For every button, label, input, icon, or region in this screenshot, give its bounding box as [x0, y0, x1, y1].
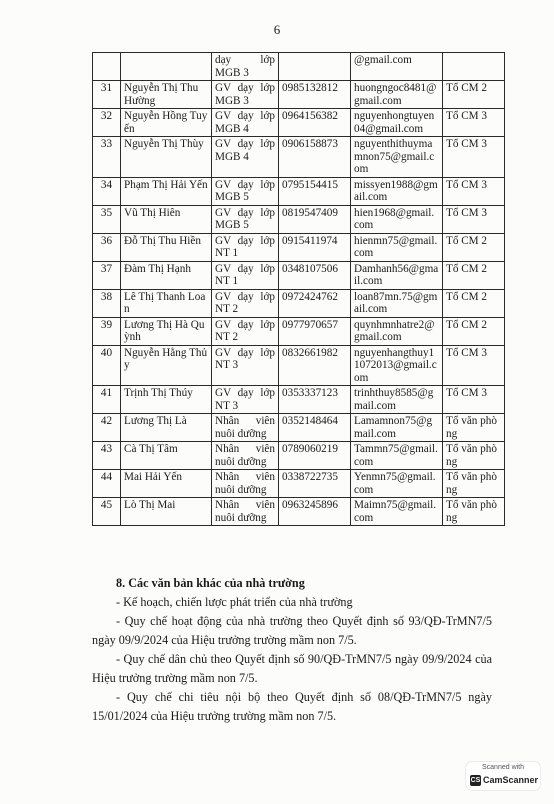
table-row — [93, 498, 505, 526]
table-row — [93, 53, 505, 81]
cell-stt: 42 — [93, 414, 121, 442]
cell-role-line: GV dạy lớp — [215, 290, 275, 303]
cell-phone: 0964156382 — [279, 109, 351, 137]
cell-role — [212, 442, 279, 470]
cell-role-line: NT 1 — [215, 247, 239, 259]
cell-role-line: GV dạy lớp — [215, 346, 275, 359]
cell-role — [212, 386, 279, 414]
cell-role-line: GV dạy lớp — [215, 206, 275, 219]
cell-role-line: Nhân viên — [215, 499, 275, 511]
section-item: - Quy chế chi tiêu nội bộ theo Quyết định số 08/QĐ-TrMN7/5 ngày 15/01/2024 của Hiệu trưởng trường mầm non 7/5. — [92, 690, 492, 723]
cell-stt: 34 — [93, 177, 121, 205]
cell-group: Tổ CM 2 — [443, 81, 505, 109]
cell-role — [212, 414, 279, 442]
table-row — [93, 442, 505, 470]
cell-email: nguyenhongtuyen04@gmail.com — [351, 109, 443, 137]
cell-name: Nguyễn Thị Thu Hường — [121, 81, 212, 109]
cell-name: Nguyễn Hằng Thủy — [121, 345, 212, 386]
cell-role-line: NT 2 — [215, 303, 239, 315]
table-row — [93, 81, 505, 109]
cell-role — [212, 261, 279, 289]
cell-role-line: MGB 4 — [215, 122, 249, 135]
cell-phone: 0977970657 — [279, 317, 351, 345]
cell-role-line: Nhân viên — [215, 471, 275, 483]
cell-role-line: MGB 3 — [215, 94, 249, 107]
cell-role-line: GV dạy lớp — [215, 318, 275, 331]
cell-group: Tổ văn phòng — [443, 498, 505, 526]
cell-name: Cà Thị Tâm — [121, 442, 212, 470]
cell-phone: 0352148464 — [279, 414, 351, 442]
cell-phone: 0789060219 — [279, 442, 351, 470]
cell-email: quynhmnhatre2@gmail.com — [351, 317, 443, 345]
cell-phone — [279, 53, 351, 81]
cell-stt: 33 — [93, 137, 121, 178]
staff-table — [92, 52, 505, 526]
cell-phone: 0353337123 — [279, 386, 351, 414]
cell-phone: 0985132812 — [279, 81, 351, 109]
cell-role-line: nuôi dưỡng — [215, 455, 267, 468]
cell-name: Trịnh Thị Thúy — [121, 386, 212, 414]
cell-stt — [93, 53, 121, 81]
cell-name: Vũ Thị Hiên — [121, 205, 212, 233]
cell-name: Phạm Thị Hải Yến — [121, 177, 212, 205]
cell-role-line: nuôi dưỡng — [215, 427, 267, 440]
cell-group: Tổ văn phòng — [443, 442, 505, 470]
watermark-line2: CamScanner — [483, 775, 539, 785]
cell-role-line: GV dạy lớp — [215, 178, 275, 191]
cell-name: Nguyễn Hồng Tuyến — [121, 109, 212, 137]
cell-role-line: GV dạy lớp — [215, 110, 275, 122]
cell-role-line: GV dạy lớp — [215, 262, 275, 275]
cell-stt: 31 — [93, 81, 121, 109]
cell-role-line: NT 2 — [215, 331, 239, 343]
cell-stt: 36 — [93, 233, 121, 261]
cell-stt: 32 — [93, 109, 121, 137]
cell-group: Tổ CM 3 — [443, 345, 505, 386]
cell-group: Tổ CM 2 — [443, 317, 505, 345]
other-documents-section — [92, 574, 492, 726]
cell-name: Mai Hải Yến — [121, 470, 212, 498]
section-heading: 8. Các văn bản khác của nhà trường — [116, 576, 305, 590]
cell-role-line: NT 3 — [215, 359, 239, 371]
table-row — [93, 470, 505, 498]
cell-stt: 44 — [93, 470, 121, 498]
cell-stt: 35 — [93, 205, 121, 233]
cell-role-line: nuôi dưỡng — [215, 483, 267, 496]
cell-group: Tổ văn phòng — [443, 414, 505, 442]
cell-group: Tổ CM 3 — [443, 177, 505, 205]
cell-phone: 0819547409 — [279, 205, 351, 233]
cell-email: @gmail.com — [351, 53, 443, 81]
cell-email: missyen1988@gmail.com — [351, 177, 443, 205]
cell-stt: 41 — [93, 386, 121, 414]
cell-stt: 39 — [93, 317, 121, 345]
cell-role-line: GV dạy lớp — [215, 387, 275, 399]
cell-role — [212, 53, 279, 81]
table-row — [93, 137, 505, 178]
table-row — [93, 289, 505, 317]
cell-role — [212, 177, 279, 205]
cell-name: Lương Thị Hà Quỳnh — [121, 317, 212, 345]
table-row — [93, 177, 505, 205]
cell-email: Yenmn75@gmail.com — [351, 470, 443, 498]
cell-phone: 0915411974 — [279, 233, 351, 261]
cell-role-line: NT 1 — [215, 275, 239, 287]
cell-role-line: Nhân viên — [215, 443, 275, 455]
cell-name — [121, 53, 212, 81]
cell-stt: 45 — [93, 498, 121, 526]
section-item: - Quy chế dân chủ theo Quyết định số 90/QĐ-TrMN7/5 ngày 09/9/2024 của Hiệu trưởng trường mầm non 7/5. — [92, 652, 492, 685]
cell-name: Đỗ Thị Thu Hiền — [121, 233, 212, 261]
cell-phone: 0348107506 — [279, 261, 351, 289]
table-row — [93, 317, 505, 345]
cell-role — [212, 233, 279, 261]
cell-role — [212, 205, 279, 233]
section-item: - Kế hoạch, chiến lược phát triển của nhà trường — [116, 595, 353, 609]
cell-email: nguyenthithuymamnon75@gmail.com — [351, 137, 443, 178]
cell-name: Lê Thị Thanh Loan — [121, 289, 212, 317]
cell-group: Tổ CM 2 — [443, 233, 505, 261]
cell-phone: 0963245896 — [279, 498, 351, 526]
staff-table-body — [93, 53, 505, 526]
cell-group: Tổ CM 2 — [443, 261, 505, 289]
cell-email: loan87mn.75@gmail.com — [351, 289, 443, 317]
section-item: - Quy chế hoạt động của nhà trường theo Quyết định số 93/QĐ-TrMN7/5 ngày 09/9/2024 của Hiệu trưởng trường mầm non 7/5. — [92, 614, 492, 647]
cell-email: hien1968@gmail.com — [351, 205, 443, 233]
cell-group: Tổ CM 2 — [443, 289, 505, 317]
table-row — [93, 414, 505, 442]
cell-email: Damhanh56@gmail.com — [351, 261, 443, 289]
watermark-line1: Scanned with — [481, 764, 525, 771]
cell-group: Tổ CM 3 — [443, 109, 505, 137]
cell-role-line: NT 3 — [215, 399, 239, 412]
cell-role-line: nuôi dưỡng — [215, 511, 267, 524]
camscanner-logo-icon: CS — [470, 777, 481, 784]
cell-stt: 43 — [93, 442, 121, 470]
table-row — [93, 109, 505, 137]
camscanner-watermark — [466, 762, 540, 790]
cell-role — [212, 470, 279, 498]
cell-stt: 38 — [93, 289, 121, 317]
cell-email: trinhthuy8585@gmail.com — [351, 386, 443, 414]
cell-phone: 0832661982 — [279, 345, 351, 386]
cell-role-line: GV dạy lớp — [215, 138, 275, 150]
table-row — [93, 205, 505, 233]
cell-role-line: MGB 3 — [215, 66, 249, 79]
cell-role — [212, 317, 279, 345]
table-row — [93, 261, 505, 289]
cell-role-line: MGB 5 — [215, 191, 249, 203]
cell-role — [212, 137, 279, 178]
cell-phone: 0906158873 — [279, 137, 351, 178]
cell-role-line: dạy lớp — [215, 54, 275, 66]
cell-stt: 37 — [93, 261, 121, 289]
cell-email: Lamamnon75@gmail.com — [351, 414, 443, 442]
cell-phone: 0338722735 — [279, 470, 351, 498]
cell-name: Đàm Thị Hạnh — [121, 261, 212, 289]
cell-role — [212, 345, 279, 386]
cell-role — [212, 498, 279, 526]
cell-role-line: MGB 4 — [215, 150, 249, 163]
table-row — [93, 345, 505, 386]
cell-role-line: MGB 5 — [215, 219, 249, 231]
cell-role-line: GV dạy lớp — [215, 82, 275, 94]
cell-stt: 40 — [93, 345, 121, 386]
cell-email: hienmn75@gmail.com — [351, 233, 443, 261]
cell-role-line: GV dạy lớp — [215, 234, 275, 247]
table-row — [93, 233, 505, 261]
cell-name: Lò Thị Mai — [121, 498, 212, 526]
cell-phone: 0795154415 — [279, 177, 351, 205]
cell-name: Lương Thị Là — [121, 414, 212, 442]
cell-role-line: Nhân viên — [215, 415, 275, 427]
cell-group: Tổ CM 3 — [443, 205, 505, 233]
cell-email: Tammn75@gmail.com — [351, 442, 443, 470]
cell-group: Tổ văn phòng — [443, 470, 505, 498]
cell-email: nguyenhangthuy11072013@gmail.com — [351, 345, 443, 386]
page-number: 6 — [273, 22, 281, 37]
cell-group — [443, 53, 505, 81]
cell-role — [212, 109, 279, 137]
cell-group: Tổ CM 3 — [443, 386, 505, 414]
cell-email: Maimn75@gmail.com — [351, 498, 443, 526]
cell-role — [212, 81, 279, 109]
table-row — [93, 386, 505, 414]
cell-name: Nguyễn Thị Thùy — [121, 137, 212, 178]
cell-role — [212, 289, 279, 317]
cell-phone: 0972424762 — [279, 289, 351, 317]
cell-email: huongngoc8481@gmail.com — [351, 81, 443, 109]
cell-group: Tổ CM 3 — [443, 137, 505, 178]
